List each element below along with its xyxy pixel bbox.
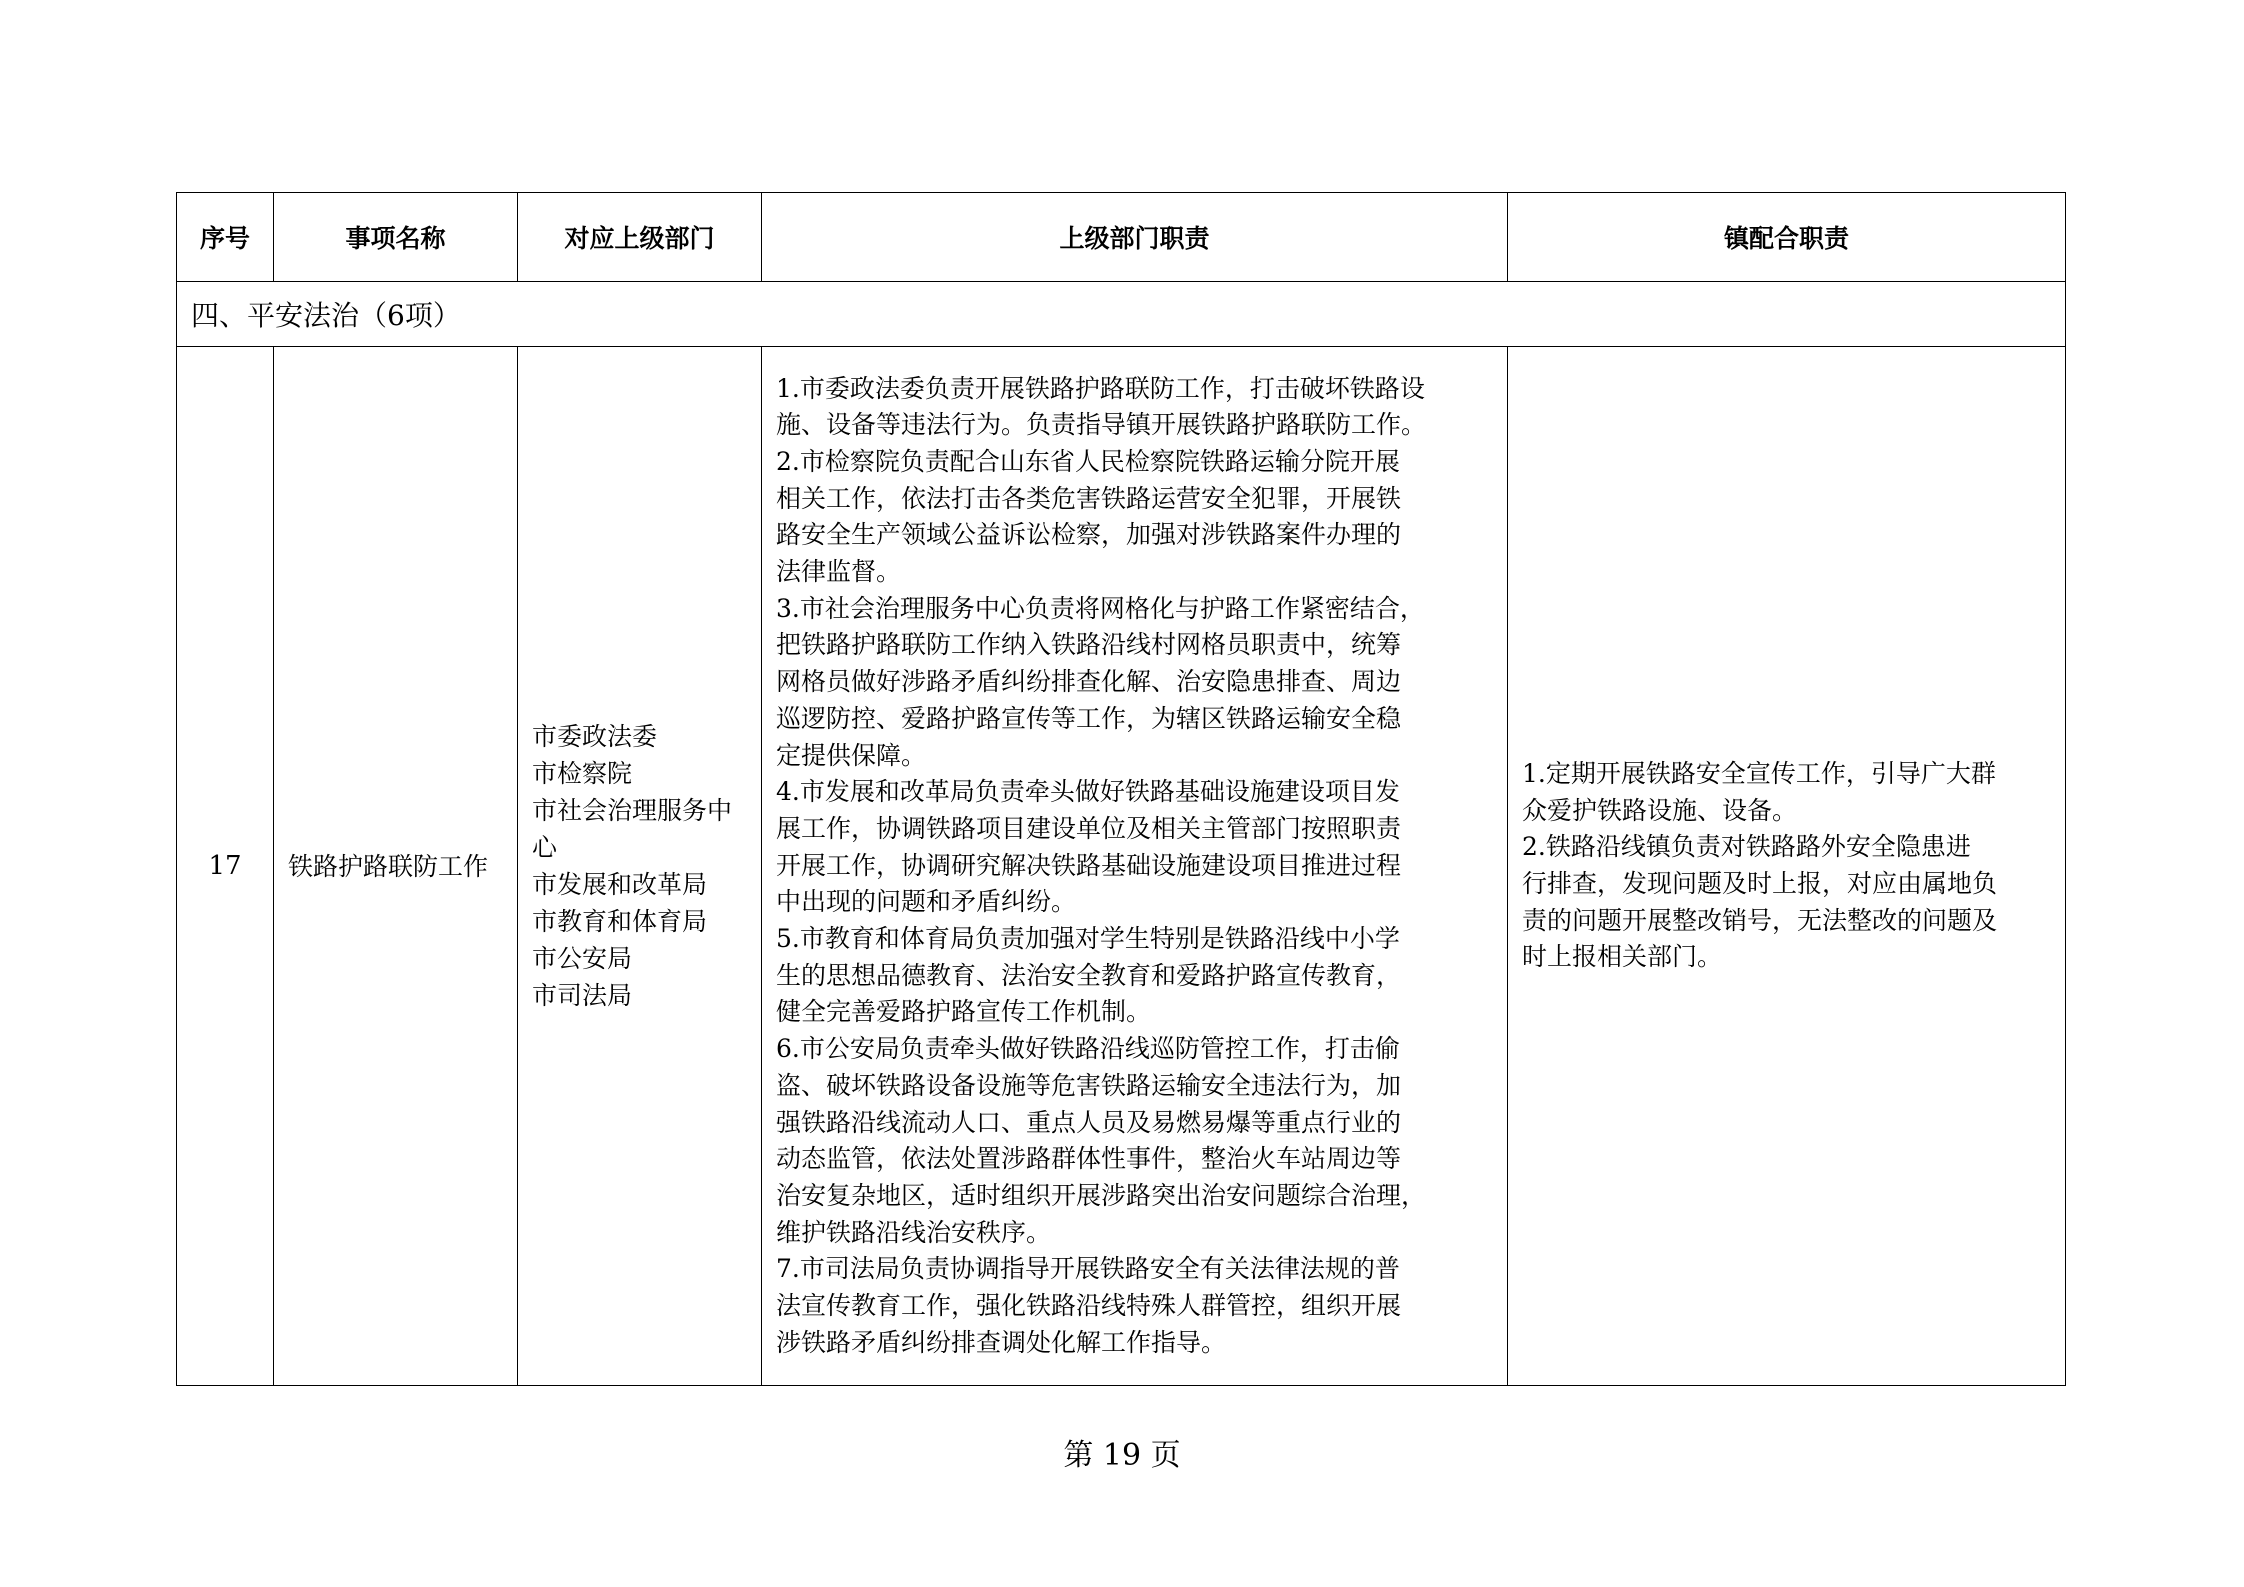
section-row xyxy=(177,282,2066,347)
duty-line: 强铁路沿线流动人口、重点人员及易燃易爆等重点行业的 xyxy=(776,1107,1402,1137)
duty-line: 2.市检察院负责配合山东省人民检察院铁路运输分院开展 xyxy=(776,446,1400,476)
department-line: 市公安局 xyxy=(532,944,633,973)
department-line: 市司法局 xyxy=(532,981,633,1010)
duty-line: 路安全生产领域公益诉讼检察，加强对涉铁路案件办理的 xyxy=(776,520,1402,550)
duty-line: 治安复杂地区，适时组织开展涉路突出治安问题综合治理， xyxy=(776,1180,1427,1210)
duty-line: 把铁路护路联防工作纳入铁路沿线村网格员职责中，统筹 xyxy=(776,630,1402,660)
duty-line: 3.市社会治理服务中心负责将网格化与护路工作紧密结合， xyxy=(776,593,1425,623)
row-item-name xyxy=(274,347,518,1386)
header-superior-duty: 上级部门职责 xyxy=(762,193,1508,282)
duty-line: 1.市委政法委负责开展铁路护路联防工作，打击破坏铁路设 xyxy=(776,373,1425,403)
item-name-text: 铁路护路联防工作 xyxy=(288,851,489,881)
duty-line: 相关工作，依法打击各类危害铁路运营安全犯罪，开展铁 xyxy=(776,483,1402,513)
row-superior-duty xyxy=(762,347,1508,1386)
duty-line: 涉铁路矛盾纠纷排查调处化解工作指导。 xyxy=(776,1327,1227,1357)
duty-line: 展工作，协调铁路项目建设单位及相关主管部门按照职责 xyxy=(776,813,1402,843)
department-line: 市社会治理服务中心 xyxy=(532,796,733,862)
header-departments: 对应上级部门 xyxy=(518,193,762,282)
duty-line: 动态监管，依法处置涉路群体性事件，整治火车站周边等 xyxy=(776,1144,1402,1174)
table-row xyxy=(177,347,2066,1386)
duty-line: 维护铁路沿线治安秩序。 xyxy=(776,1217,1052,1247)
row-departments xyxy=(518,347,762,1386)
town-duty-line: 众爱护铁路设施、设备。 xyxy=(1522,795,1798,825)
duty-line: 法律监督。 xyxy=(776,557,902,587)
duty-line: 中出现的问题和矛盾纠纷。 xyxy=(776,887,1077,917)
department-line: 市委政法委 xyxy=(532,722,658,751)
town-duty-line: 2.铁路沿线镇负责对铁路路外安全隐患进 xyxy=(1522,832,1971,862)
duty-line: 7.市司法局负责协调指导开展铁路安全有关法律法规的普 xyxy=(776,1254,1400,1284)
duty-line: 开展工作，协调研究解决铁路基础设施建设项目推进过程 xyxy=(776,850,1402,880)
header-town-duty: 镇配合职责 xyxy=(1508,193,2066,282)
duty-table xyxy=(176,192,2066,1386)
town-duty-line: 责的问题开展整改销号，无法整改的问题及 xyxy=(1522,905,1998,935)
duty-line: 健全完善爱路护路宣传工作机制。 xyxy=(776,997,1152,1027)
header-item-name: 事项名称 xyxy=(274,193,518,282)
duty-line: 施、设备等违法行为。负责指导镇开展铁路护路联防工作。 xyxy=(776,410,1427,440)
duty-line: 生的思想品德教育、法治安全教育和爱路护路宣传教育， xyxy=(776,960,1402,990)
duty-line: 定提供保障。 xyxy=(776,740,927,770)
row-number: 17 xyxy=(177,347,274,1386)
town-duty-line: 1.定期开展铁路安全宣传工作，引导广大群 xyxy=(1522,758,1996,788)
department-line: 市检察院 xyxy=(532,759,633,788)
department-line: 市教育和体育局 xyxy=(532,907,708,936)
duty-line: 5.市教育和体育局负责加强对学生特别是铁路沿线中小学 xyxy=(776,924,1400,954)
duty-line: 网格员做好涉路矛盾纠纷排查化解、治安隐患排查、周边 xyxy=(776,667,1402,697)
header-number: 序号 xyxy=(177,193,274,282)
duty-line: 巡逻防控、爱路护路宣传等工作，为辖区铁路运输安全稳 xyxy=(776,703,1402,733)
department-line: 市发展和改革局 xyxy=(532,870,708,899)
row-town-duty xyxy=(1508,347,2066,1386)
town-duty-line: 行排查，发现问题及时上报，对应由属地负 xyxy=(1522,869,1998,898)
section-title: 四、平安法治（6项） xyxy=(177,282,2066,347)
duty-line: 法宣传教育工作，强化铁路沿线特殊人群管控，组织开展 xyxy=(776,1291,1402,1321)
duty-line: 6.市公安局负责牵头做好铁路沿线巡防管控工作，打击偷 xyxy=(776,1034,1400,1064)
table-header-row xyxy=(177,193,2066,282)
duty-line: 盗、破坏铁路设备设施等危害铁路运输安全违法行为，加 xyxy=(776,1070,1402,1100)
duty-line: 4.市发展和改革局负责牵头做好铁路基础设施建设项目发 xyxy=(776,777,1400,807)
town-duty-line: 时上报相关部门。 xyxy=(1522,942,1723,972)
page-number: 第 19 页 xyxy=(1063,1438,1181,1473)
